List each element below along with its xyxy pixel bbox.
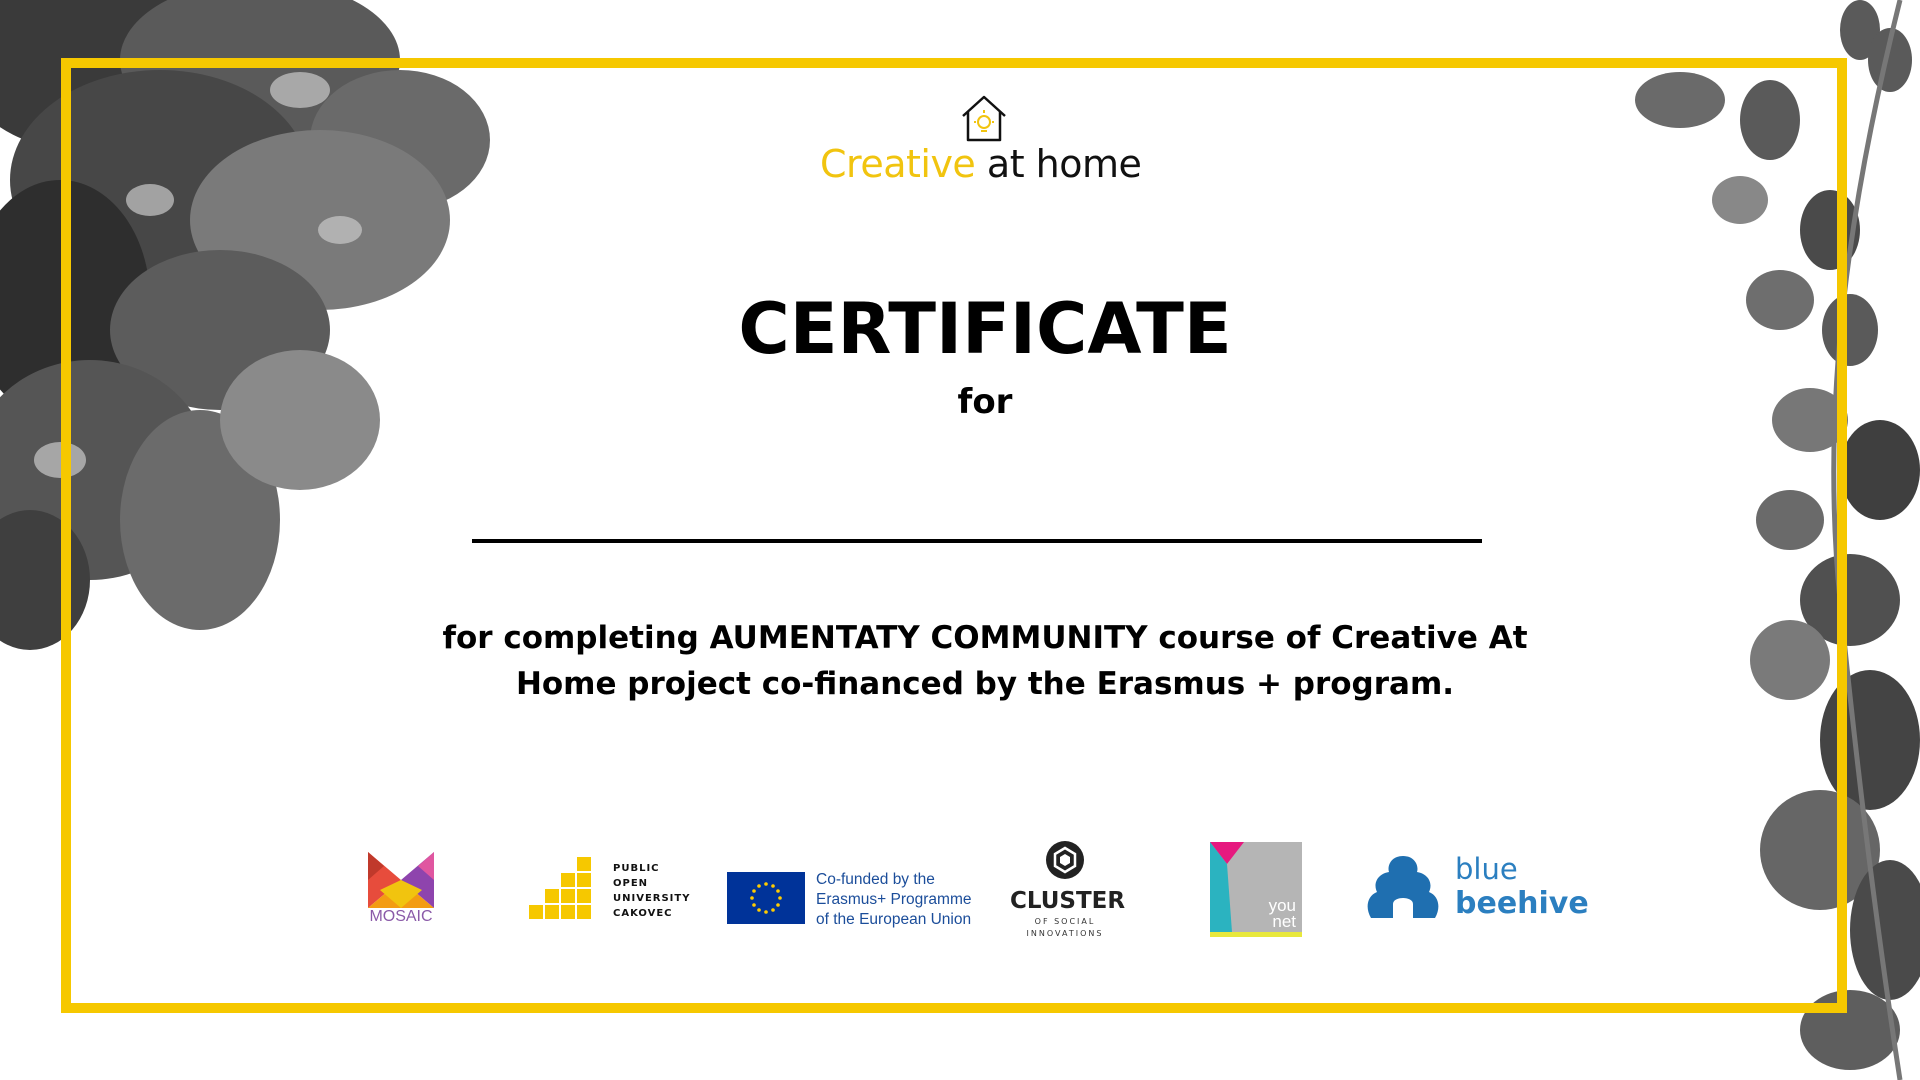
mosaic-icon: [360, 850, 442, 910]
mosaic-logo: [360, 850, 442, 932]
eu-cofunded-text: [816, 870, 971, 930]
younet-logo: [1210, 842, 1302, 938]
beehive-icon: [1363, 852, 1443, 928]
cluster-social-innovations-logo: [1010, 838, 1126, 940]
eu-line-3: of the European Union: [816, 911, 972, 928]
creative-at-home-logo: [820, 88, 1142, 198]
beehive-word-beehive: beehive: [1455, 886, 1589, 921]
recipient-name-line: [472, 539, 1482, 543]
cluster-sub-line-1: OF SOCIAL: [1034, 917, 1096, 926]
certificate-for: for: [957, 382, 1013, 422]
younet-text: [1269, 898, 1296, 930]
eu-line-1: Co-funded by the: [816, 871, 935, 888]
beehive-word-blue: blue: [1455, 852, 1518, 886]
steps-icon: [525, 855, 605, 925]
younet-line-1: you: [1268, 896, 1296, 915]
cluster-subtitle: [1010, 916, 1120, 940]
eu-line-2: Erasmus+ Programme: [816, 891, 972, 908]
pou-line-3: UNIVERSITY: [613, 893, 691, 904]
younet-line-2: net: [1272, 912, 1296, 931]
pou-line-2: OPEN: [613, 878, 649, 889]
certificate-title: CERTIFICATE: [738, 288, 1232, 370]
cluster-name: CLUSTER: [1010, 888, 1126, 914]
certificate-description: for completing AUMENTATY COMMUNITY course of Creative At Home project co-financed by the Erasmus + program.: [442, 620, 1528, 702]
eu-flag-icon: [727, 872, 805, 924]
pou-line-1: PUBLIC: [613, 863, 660, 874]
cluster-hexagon-icon: [1010, 838, 1120, 882]
house-lightbulb-icon: [960, 94, 1008, 144]
mosaic-name: MOSAIC: [369, 908, 433, 925]
eu-erasmus-logo: [727, 870, 987, 926]
public-open-university-logo: [525, 855, 700, 925]
logo-text: [820, 142, 1142, 186]
cluster-sub-line-2: INNOVATIONS: [1026, 929, 1104, 938]
blue-beehive-logo: [1363, 852, 1589, 928]
public-open-university-text: [613, 861, 690, 921]
logo-word-at-home: at home: [986, 142, 1142, 186]
logo-word-creative: Creative: [820, 142, 976, 186]
pou-line-4: CAKOVEC: [613, 908, 673, 919]
